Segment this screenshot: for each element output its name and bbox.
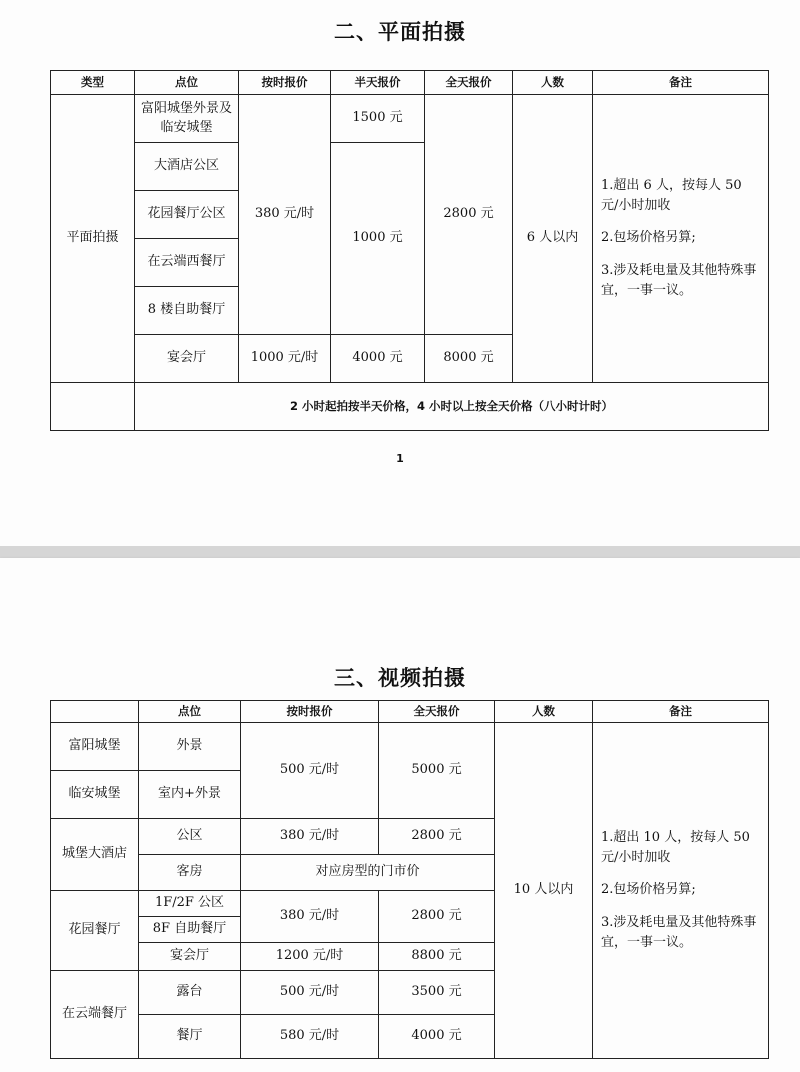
header-people: 人数 [495, 701, 593, 723]
header-notes: 备注 [593, 71, 769, 95]
people-cell: 6 人以内 [513, 95, 593, 383]
note-item: 1.超出 6 人，按每人 50 元/小时加收 [601, 178, 742, 214]
people-cell: 10 人以内 [495, 723, 593, 1059]
full-day-price-cell: 2800 元 [425, 95, 513, 335]
full-day-price-cell: 2800 元 [379, 819, 495, 855]
header-type: 类型 [51, 71, 135, 95]
table-header-row [51, 71, 769, 95]
full-day-price-cell: 8800 元 [379, 943, 495, 971]
location-cell: 在云端西餐厅 [135, 239, 239, 287]
photo-price-table [50, 70, 769, 431]
half-day-price-cell: 1500 元 [331, 95, 425, 143]
page-number: 1 [396, 452, 404, 465]
group-cell-garden: 花园餐厅 [51, 891, 139, 971]
section-title-photo: 二、平面拍摄 [334, 20, 466, 44]
notes-cell [593, 95, 769, 383]
video-price-table [50, 700, 769, 1059]
price-cell: 对应房型的门市价 [241, 855, 495, 891]
location-cell: 客房 [139, 855, 241, 891]
hourly-price-cell: 1000 元/时 [239, 335, 331, 383]
table-header-row [51, 701, 769, 723]
hourly-price-cell: 380 元/时 [241, 891, 379, 943]
hourly-price-cell: 380 元/时 [239, 95, 331, 335]
header-location: 点位 [135, 71, 239, 95]
table-row [51, 723, 769, 771]
full-day-price-cell: 4000 元 [379, 1015, 495, 1059]
location-cell: 公区 [139, 819, 241, 855]
hourly-price-cell: 500 元/时 [241, 723, 379, 819]
notes-cell [593, 723, 769, 1059]
location-cell: 大酒店公区 [135, 143, 239, 191]
note-item: 1.超出 10 人，按每人 50 元/小时加收 [601, 830, 750, 866]
location-cell: 富阳城堡外景及临安城堡 [135, 95, 239, 143]
footer-note-row [51, 383, 769, 431]
location-cell: 室内+外景 [139, 771, 241, 819]
header-people: 人数 [513, 71, 593, 95]
document-page-2 [0, 558, 800, 1072]
group-cell-cloud: 在云端餐厅 [51, 971, 139, 1059]
location-cell: 8 楼自助餐厅 [135, 287, 239, 335]
note-item: 3.涉及耗电量及其他特殊事宜，一事一议。 [601, 262, 757, 298]
header-empty [51, 701, 139, 723]
full-day-price-cell: 5000 元 [379, 723, 495, 819]
header-notes: 备注 [593, 701, 769, 723]
header-full-day: 全天报价 [425, 71, 513, 95]
hourly-price-cell: 500 元/时 [241, 971, 379, 1015]
group-cell-linan: 临安城堡 [51, 771, 139, 819]
location-cell: 露台 [139, 971, 241, 1015]
header-location: 点位 [139, 701, 241, 723]
full-day-price-cell: 8000 元 [425, 335, 513, 383]
location-cell: 宴会厅 [139, 943, 241, 971]
location-cell: 8F 自助餐厅 [139, 917, 241, 943]
hourly-price-cell: 380 元/时 [241, 819, 379, 855]
location-cell: 宴会厅 [135, 335, 239, 383]
full-day-price-cell: 2800 元 [379, 891, 495, 943]
header-hourly: 按时报价 [239, 71, 331, 95]
empty-cell [51, 383, 135, 431]
half-day-price-cell: 4000 元 [331, 335, 425, 383]
note-item: 3.涉及耗电量及其他特殊事宜，一事一议。 [601, 914, 757, 950]
header-half-day: 半天报价 [331, 71, 425, 95]
hourly-price-cell: 1200 元/时 [241, 943, 379, 971]
half-day-price-cell: 1000 元 [331, 143, 425, 335]
location-cell: 1F/2F 公区 [139, 891, 241, 917]
group-cell-fuyang: 富阳城堡 [51, 723, 139, 771]
note-item: 2.包场价格另算; [601, 230, 696, 246]
page-gap [0, 546, 800, 558]
group-cell-hotel: 城堡大酒店 [51, 819, 139, 891]
footer-note: 2 小时起拍按半天价格，4 小时以上按全天价格（八小时计时） [135, 383, 769, 431]
header-hourly: 按时报价 [241, 701, 379, 723]
hourly-price-cell: 580 元/时 [241, 1015, 379, 1059]
location-cell: 餐厅 [139, 1015, 241, 1059]
location-cell: 外景 [139, 723, 241, 771]
header-full-day: 全天报价 [379, 701, 495, 723]
note-item: 2.包场价格另算; [601, 882, 696, 898]
full-day-price-cell: 3500 元 [379, 971, 495, 1015]
location-cell: 花园餐厅公区 [135, 191, 239, 239]
section-title-video: 三、视频拍摄 [334, 666, 466, 690]
table-row [51, 95, 769, 143]
type-cell: 平面拍摄 [51, 95, 135, 383]
